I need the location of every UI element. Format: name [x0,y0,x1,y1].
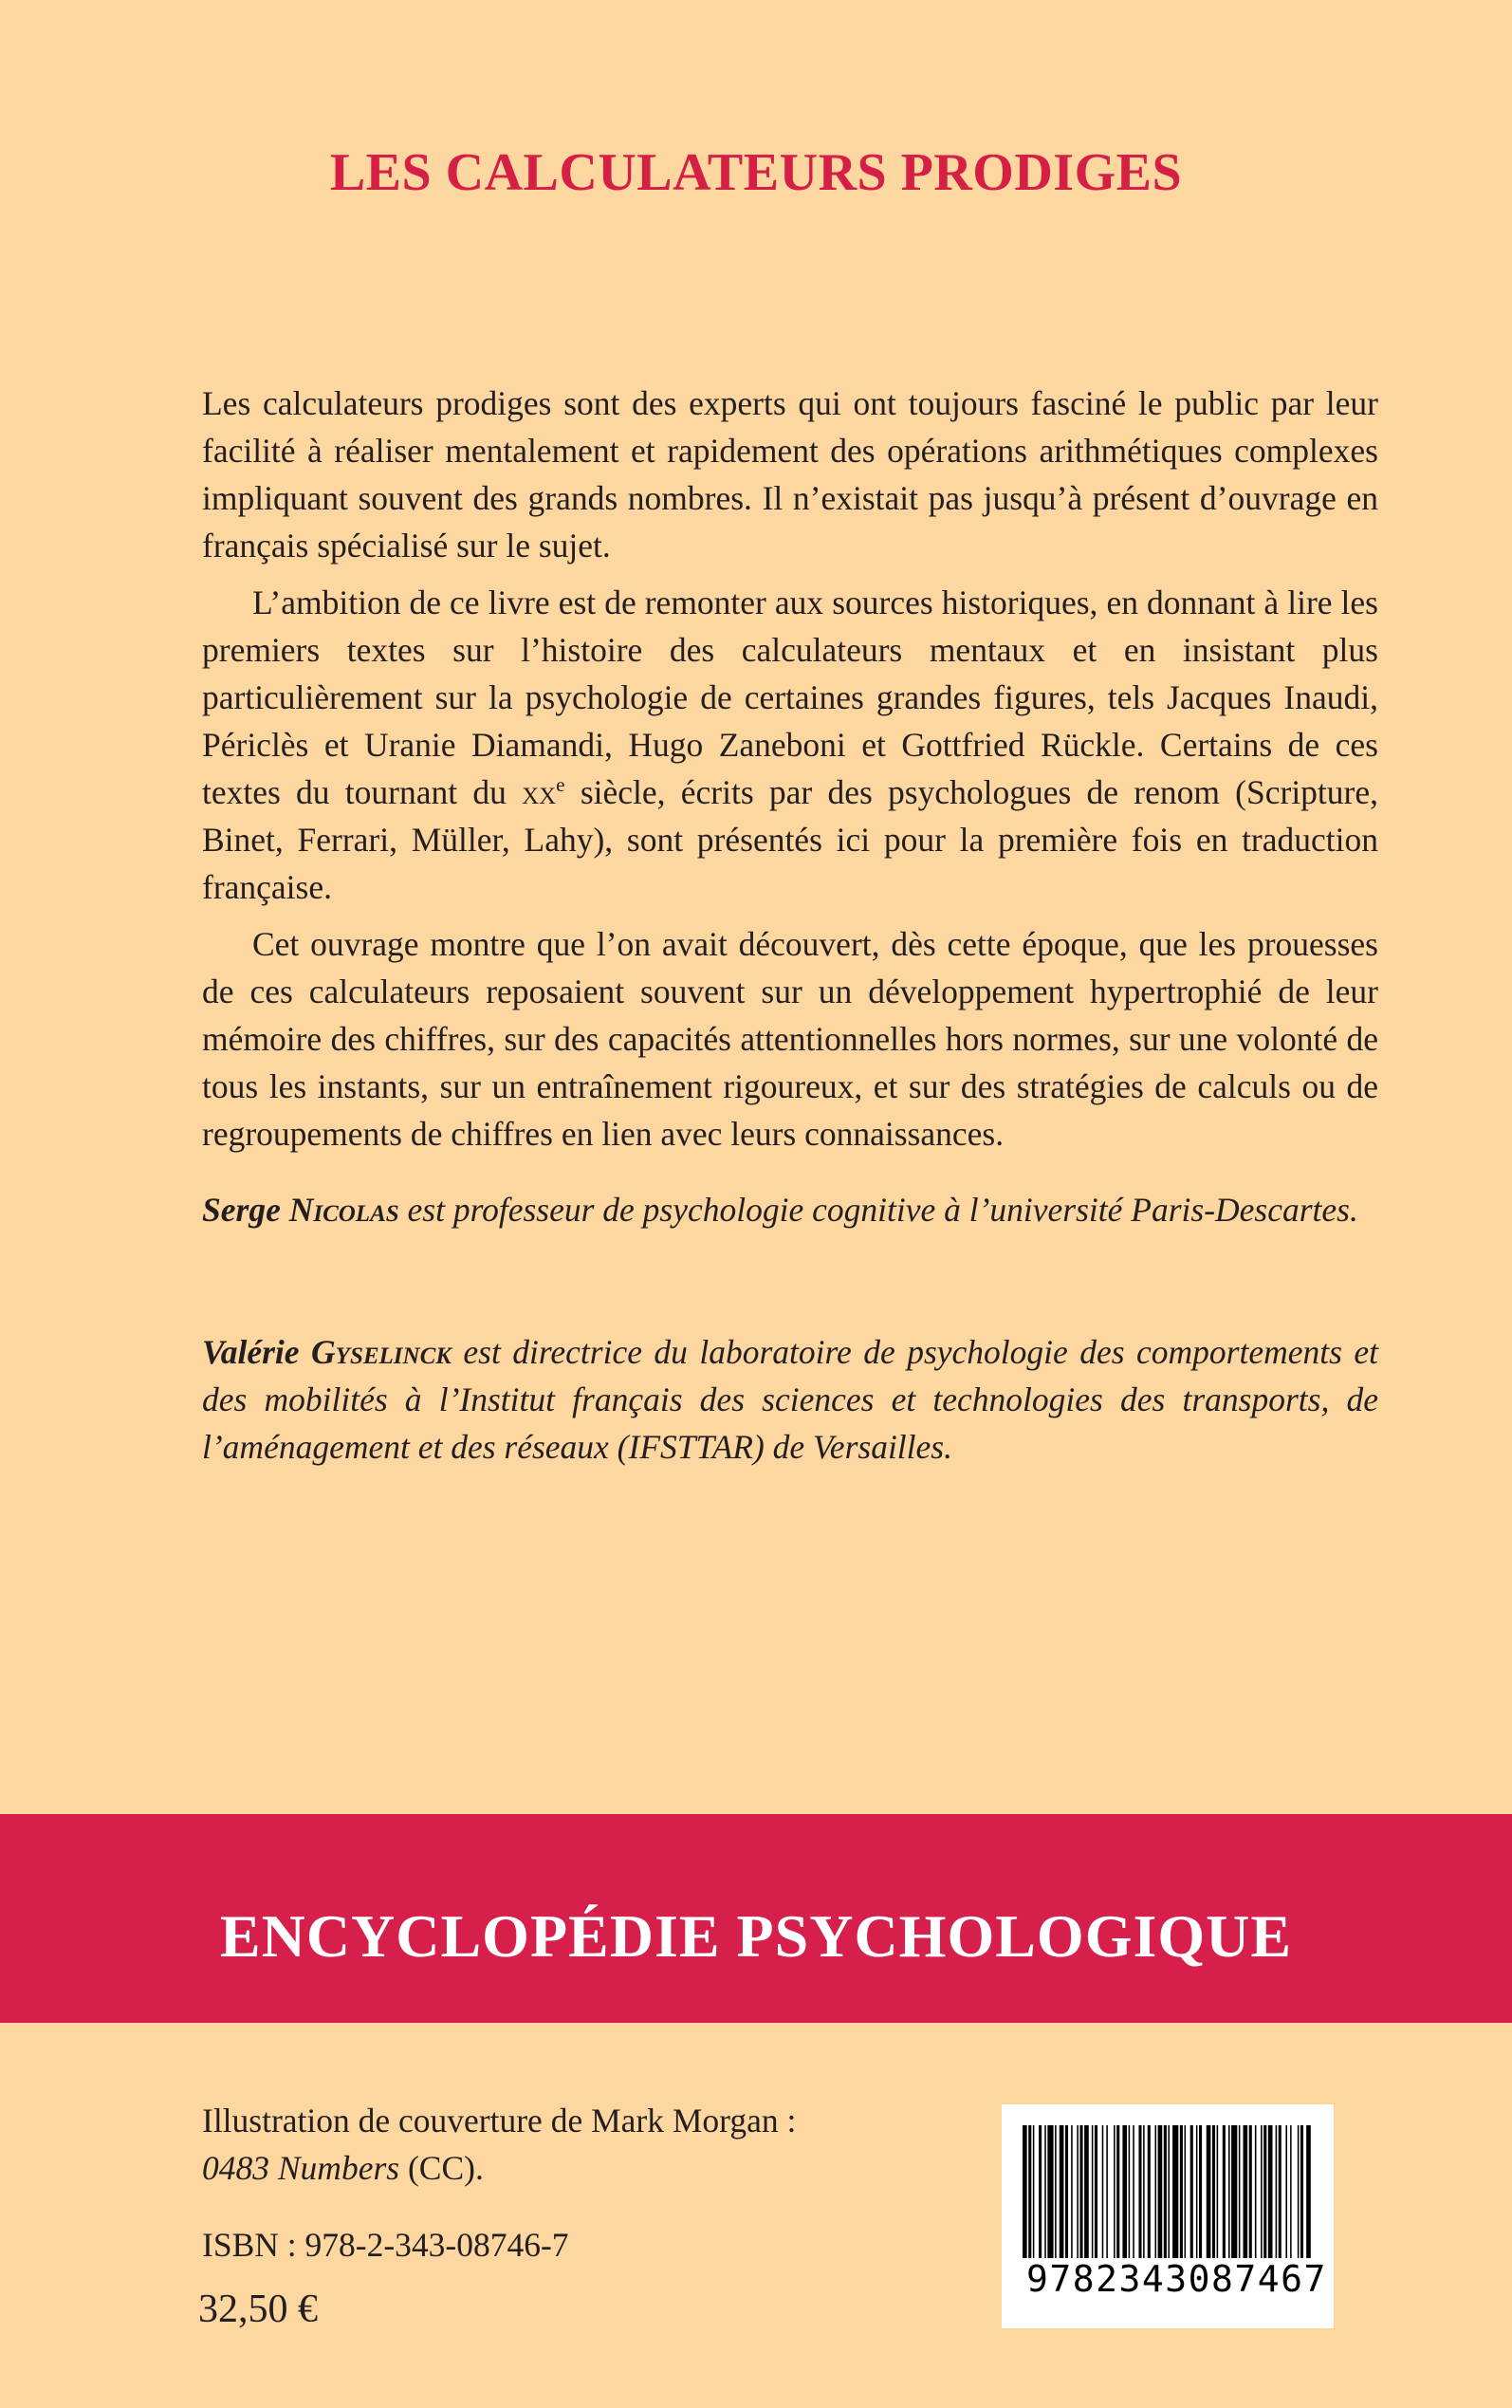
barcode-bar [1148,2125,1151,2258]
barcode-bar [1122,2125,1127,2258]
barcode-bar [1095,2125,1097,2258]
barcode-bar [1228,2125,1230,2258]
barcode-bar [1129,2125,1131,2258]
author-bio-1 [202,1186,1378,1233]
barcode-bar [1212,2125,1215,2258]
author-2-last-name: Gyselinck [311,1333,452,1371]
barcode-bar [1261,2125,1263,2258]
barcode-bar [1106,2125,1108,2258]
barcode-bar [1300,2125,1303,2258]
barcode-digits: 9782343087467 [1026,2258,1327,2300]
barcode-bar [1023,2125,1027,2258]
book-title: LES CALCULATEURS PRODIGES [329,143,1183,202]
barcode-bar [1116,2125,1119,2258]
credit-license: (CC). [399,2149,484,2187]
barcode-bar [1114,2125,1116,2258]
barcode-bar [1084,2125,1089,2258]
barcode-bar [1285,2125,1287,2258]
author-2-first-name: Valérie [202,1333,300,1371]
barcode-bar [1172,2125,1178,2258]
back-cover-summary [202,380,1378,1167]
barcode-bar [1071,2125,1073,2258]
author-2-bio: est directrice du laboratoire de psychologie des comportements et des mobilités à l’Institut français des sciences et technologies des transports, de l’aménagement et des réseaux (IFSTTAR) de Versailles. [202,1333,1379,1466]
barcode-bar [1263,2125,1266,2258]
barcode-bar [1255,2125,1257,2258]
barcode-bar [1065,2125,1068,2258]
barcode-bar [1079,2125,1082,2258]
barcode-bar [1077,2125,1079,2258]
summary-paragraph-3: Cet ouvrage montre que l’on avait découvert, dès cette époque, que les prouesses de ces calculateurs reposaient souvent sur un développement hypertrophié de leur mémoire des chiffres, sur des capacités attentionnelles hors normes, sur une volonté de tous les instants, sur un entraînement rigoureux, et sur des stratégies de calculs ou de regroupements de chiffres en lien avec leurs connaissances. [202,925,1378,1153]
summary-paragraph-2: L’ambition de ce livre est de remonter aux sources historiques, en donnant à lire les premiers textes sur l’histoire des calculateurs mentaux et en insistant plus particulièrement sur la psychologie de certaines grandes figures, tels Jacques Inaudi, Périclès et Uranie Diamandi, Hugo Zaneboni et Gottfried Rückle. Certains de ces textes du tournant du $xx^e$ siècle, écrits par des psychologues de renom (Scripture, Binet, Ferrari, Müller, Lahy), sont présentés ici pour la première fois en traduction française. [202,583,1379,906]
barcode-bar [1028,2125,1031,2258]
barcode-bar [1158,2125,1163,2258]
barcode-bar [1276,2125,1278,2258]
barcode-bar [1244,2125,1248,2258]
price-text: 32,50 € [198,2288,318,2331]
barcode-bar [1306,2125,1311,2258]
barcode-bar [1143,2125,1145,2258]
barcode-bars [1023,2125,1313,2258]
cover-credit [202,2097,796,2192]
isbn-text: ISBN : 978-2-343-08746-7 [202,2226,569,2264]
barcode [1002,2104,1334,2328]
barcode-bar [1268,2125,1273,2258]
barcode-bar [1217,2125,1219,2258]
author-1-last-name: Nicolas [288,1191,399,1229]
barcode-bar [1168,2125,1170,2258]
barcode-bar [1044,2125,1046,2258]
author-1-first-name: Serge [202,1191,281,1229]
barcode-bar [1190,2125,1193,2258]
barcode-bar [1249,2125,1252,2258]
barcode-bar [1298,2125,1300,2258]
barcode-bar [1102,2125,1104,2258]
author-1-bio: est professeur de psychologie cognitive à l’université Paris-Descartes. [398,1191,1358,1229]
barcode-bar [1164,2125,1167,2258]
barcode-bar [1060,2125,1064,2258]
barcode-bar [1155,2125,1157,2258]
credit-line: Illustration de couverture de Mark Morgan : [202,2102,797,2139]
barcode-bar [1185,2125,1187,2258]
barcode-bar [1055,2125,1057,2258]
barcode-bar [1092,2125,1094,2258]
barcode-bar [1039,2125,1042,2258]
summary-paragraph-1: Les calculateurs prodiges sont des experts qui ont toujours fasciné le public par leur facilité à réaliser mentalement et rapidement des opérations arithmétiques complexes impliquant souvent des grands nombres. Il n’existait pas jusqu’à présent d’ouvrage en français spécialisé sur le sujet. [202,384,1378,565]
barcode-bar [1196,2125,1198,2258]
author-bio-2 [202,1328,1378,1471]
series-title: ENCYCLOPÉDIE PSYCHOLOGIQUE [219,1902,1293,1970]
barcode-bar [1231,2125,1237,2258]
barcode-bar [1047,2125,1053,2258]
barcode-bar [1239,2125,1241,2258]
barcode-bar [1207,2125,1211,2258]
barcode-bar [1199,2125,1202,2258]
barcode-bar [1133,2125,1134,2258]
barcode-bar [1290,2125,1292,2258]
credit-work-title: 0483 Numbers [202,2149,400,2187]
barcode-bar [1033,2125,1035,2258]
barcode-bar [1279,2125,1282,2258]
barcode-bar [1138,2125,1141,2258]
barcode-bar [1180,2125,1183,2258]
barcode-bar [1223,2125,1226,2258]
series-band [0,1814,1512,2023]
